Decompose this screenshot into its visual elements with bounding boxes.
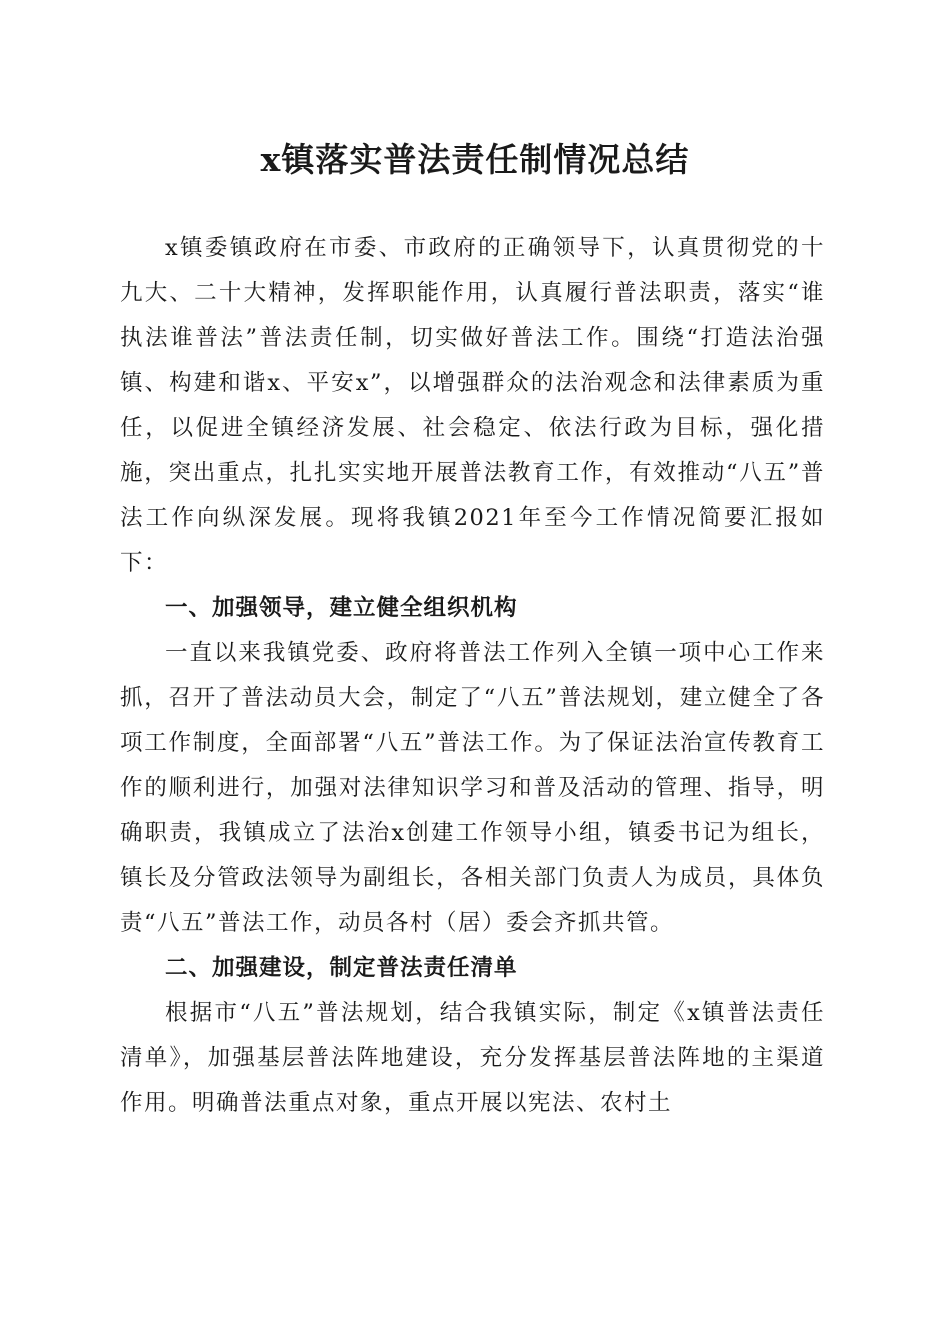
document-title: x镇落实普法责任制情况总结	[260, 140, 690, 179]
intro-paragraph: x镇委镇政府在市委、市政府的正确领导下，认真贯彻党的十九大、二十大精神，发挥职能作用，认真履行普法职责，落实“谁执法谁普法”普法责任制，切实做好普法工作。围绕“打造法治强镇、构建和谐x、平安x”，以增强群众的法治观念和法律素质为重任，以促进全镇经济发展、社会稳定、依法行政为目标，强化措施，突出重点，扎扎实实地开展普法教育工作，有效推动“八五”普法工作向纵深发展。现将我镇2021年至今工作情况简要汇报如下：	[120, 235, 825, 576]
section-1-paragraph: 一直以来我镇党委、政府将普法工作列入全镇一项中心工作来抓，召开了普法动员大会，制定了“八五”普法规划，建立健全了各项工作制度，全面部署“八五”普法工作。为了保证法治宣传教育工作的顺利进行，加强对法律知识学习和普及活动的管理、指导，明确职责，我镇成立了法治x创建工作领导小组，镇委书记为组长，镇长及分管政法领导为副组长，各相关部门负责人为成员，具体负责“八五”普法工作，动员各村（居）委会齐抓共管。	[120, 640, 825, 936]
section-2-paragraph: 根据市“八五”普法规划，结合我镇实际，制定《x镇普法责任清单》，加强基层普法阵地建设，充分发挥基层普法阵地的主渠道作用。明确普法重点对象，重点开展以宪法、农村土	[120, 1000, 825, 1116]
document-body	[120, 226, 825, 1126]
section-heading-2: 二、加强建设，制定普法责任清单	[165, 955, 518, 981]
section-heading-1: 一、加强领导，建立健全组织机构	[165, 595, 518, 621]
